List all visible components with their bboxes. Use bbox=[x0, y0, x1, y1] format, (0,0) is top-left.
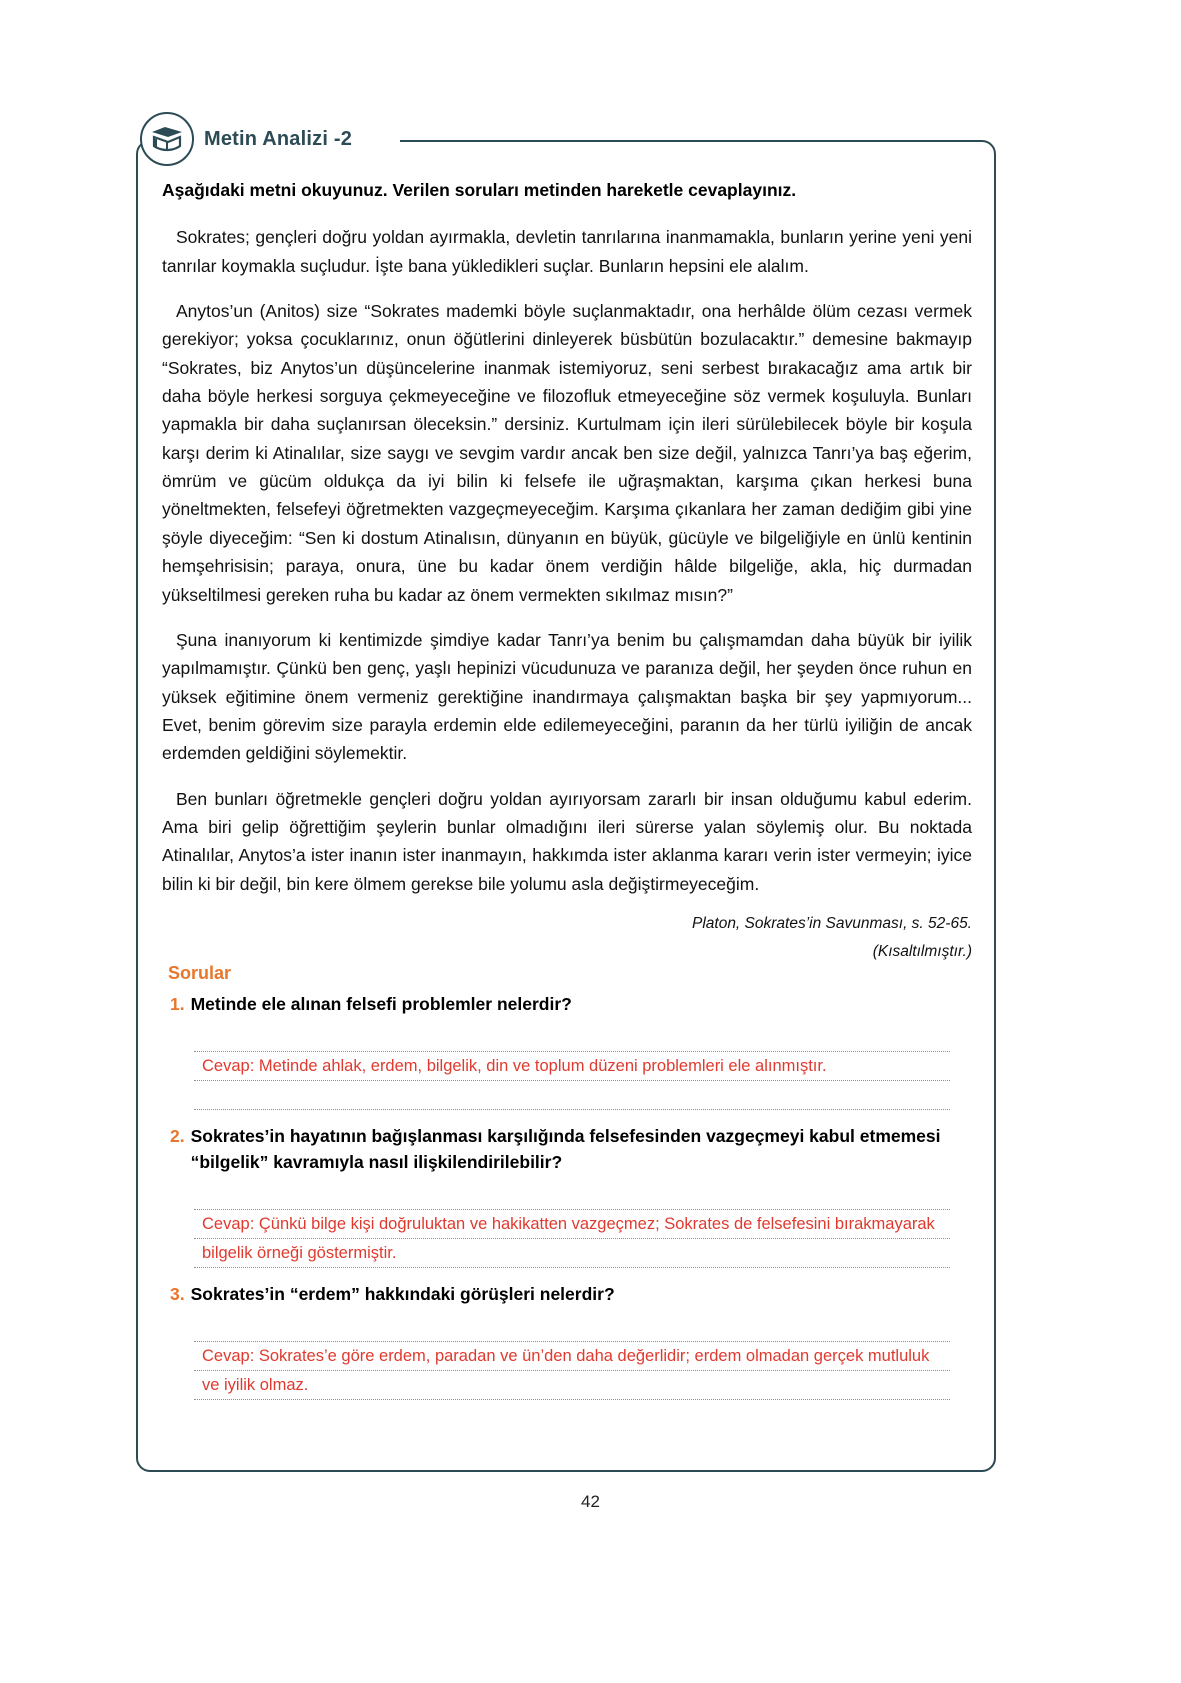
section-title: Metin Analizi -2 bbox=[204, 127, 353, 150]
section-content bbox=[162, 178, 972, 1414]
answer-text: Cevap: Çünkü bilge kişi doğruluktan ve hakikatten vazgeçmez; Sokrates de felsefesini bırakmayarak bbox=[202, 1215, 935, 1234]
answer-block[interactable] bbox=[194, 1181, 950, 1268]
answer-text: ve iyilik olmaz. bbox=[202, 1376, 309, 1395]
reading-paragraph: Anytos’un (Anitos) size “Sokrates mademki böyle suçlanmaktadır, ona herhâlde ölüm cezası vermek gerekiyor; yoksa çocuklarınız, onun öğütlerini dinleyerek büsbütün bozulacaktır.” demesine bakmayıp “Sokrates, biz Anytos’un düşüncelerine inanmak istemiyoruz, seni serbest bırakacağız ama artık bir daha böyle herkesi sorguya çekmeyeceğine ve filozofluk etmeyeceğine söz vermek koşuluyla. Bunları yapmakla bir daha suçlanırsan öleceksin.” dersiniz. Kurtulmam için ileri sürülebilecek böyle bir koşula karşı derim ki Atinalılar, size saygı ve sevgim vardır ancak ben size değil, yalnızca Tanrı’ya baş eğerim, ömrüm ve gücüm oldukça da iyi bilin ki felsefe ile uğraşmaktan, karşıma çıkan herkesi buna yöneltmekten, felsefeyi öğretmekten vazgeçmeyeceğim. Karşıma çıkanlara her zaman dediğim gibi yine şöyle diyeceğim: “Sen ki dostum Atinalısın, dünyanın en büyük, gücüyle ve bilgeliğiyle en ünlü kentinin hemşehrisisin; paraya, onura, üne bu kadar önem verdiğin hâlde bilgeliğe, akla, hiç durmadan yükseltilmesi gereken ruha bu kadar az önem vermekten sıkılmaz mısın?” bbox=[162, 301, 972, 605]
answer-text bbox=[194, 1181, 950, 1184]
answer-line[interactable] bbox=[194, 1052, 950, 1081]
answer-line[interactable] bbox=[194, 1210, 950, 1239]
question-number: 1. bbox=[170, 993, 185, 1014]
question-number: 3. bbox=[170, 1284, 185, 1305]
answer-line[interactable] bbox=[194, 1313, 950, 1342]
answer-line[interactable] bbox=[194, 1342, 950, 1371]
reading-paragraph: Şuna inanıyorum ki kentimizde şimdiye kadar Tanrı’ya benim bu çalışmamdan daha büyük bir iyilik yapılmamıştır. Çünkü ben genç, yaşlı hepinizi vücudunuza ve paranıza değil, her şeyden önce ruhun en yüksek eğitimine önem vermeniz gerektiğine inandırmaya çalışmaktan başka bir şey yapmıyorum... Evet, benim görevim size parayla erdemin elde edilemeyeceğini, paranın da her türlü iyiliğin de ancak erdemden geldiğini söylemektir. bbox=[162, 629, 972, 764]
question-item bbox=[162, 1282, 972, 1307]
question-item bbox=[162, 992, 972, 1017]
section-header bbox=[140, 112, 352, 166]
instruction-text: Aşağıdaki metni okuyunuz. Verilen soruları metinden hareketle cevaplayınız. bbox=[162, 180, 797, 200]
answer-text: bilgelik örneği göstermiştir. bbox=[202, 1244, 397, 1263]
answer-line[interactable] bbox=[194, 1371, 950, 1400]
question-item bbox=[162, 1124, 972, 1175]
answer-text bbox=[194, 1313, 950, 1316]
question-text: Sokrates’in “erdem” hakkındaki görüşleri nelerdir? bbox=[190, 1284, 615, 1305]
page-number: 42 bbox=[581, 1492, 600, 1511]
answer-line[interactable] bbox=[194, 1181, 950, 1210]
answer-line[interactable] bbox=[194, 1023, 950, 1052]
answer-line[interactable] bbox=[194, 1081, 950, 1110]
question-number: 2. bbox=[170, 1126, 185, 1147]
answer-text: Cevap: Sokrates’e göre erdem, paradan ve ün’den daha değerlidir; erdem olmadan gerçek mutluluk bbox=[202, 1347, 930, 1366]
answer-text: Cevap: Metinde ahlak, erdem, bilgelik, din ve toplum düzeni problemleri ele alınmıştır. bbox=[202, 1057, 827, 1076]
answer-block[interactable] bbox=[194, 1313, 950, 1400]
questions-heading: Sorular bbox=[168, 962, 232, 983]
reading-paragraph: Ben bunları öğretmekle gençleri doğru yoldan ayırıyorsam zararlı bir insan olduğumu kabul ederim. Ama biri gelip öğrettiğim şeylerin bunlar olmadığını ileri sürerse yalan söylemiş olur. Bu noktada Atinalılar, Anytos’a ister inanın ister inanmayın, hakkımda ister aklanma kararı verin ister vermeyin; iyice bilin ki bir değil, bin kere ölmem gerekse bile yolumu asla değiştirmeyeceğim. bbox=[162, 788, 972, 894]
book-icon bbox=[140, 112, 194, 166]
answer-block[interactable] bbox=[194, 1023, 950, 1110]
answer-line[interactable] bbox=[194, 1239, 950, 1268]
answer-text bbox=[194, 1081, 950, 1084]
source-citation: Platon, Sokrates’in Savunması, s. 52-65. bbox=[691, 914, 972, 932]
question-text: Sokrates’in hayatının bağışlanması karşılığında felsefesinden vazgeçmeyi kabul etmemesi “bilgelik” kavramıyla nasıl ilişkilendirilebilir? bbox=[190, 1126, 941, 1172]
question-text: Metinde ele alınan felsefi problemler nelerdir? bbox=[190, 993, 572, 1014]
answer-text bbox=[194, 1023, 950, 1026]
reading-paragraph: Sokrates; gençleri doğru yoldan ayırmakla, devletin tanrılarına inanmamakla, bunların yerine yeni yeni tanrılar koymakla suçludur. İşte bana yükledikleri suçlar. Bunların hepsini ele alalım. bbox=[162, 227, 972, 276]
source-note: (Kısaltılmıştır.) bbox=[872, 942, 972, 960]
